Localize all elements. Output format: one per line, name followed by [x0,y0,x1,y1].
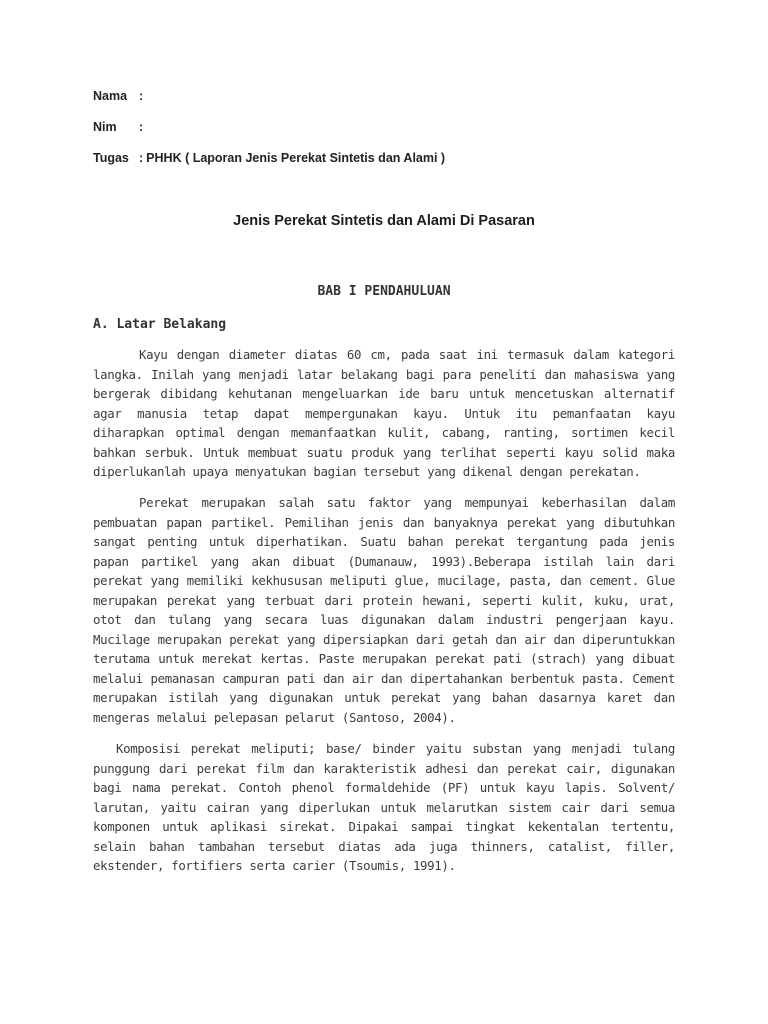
section-heading: A. Latar Belakang [93,317,227,332]
tugas-separator: : [139,151,144,165]
tugas-label: Tugas [93,151,129,165]
document-title: Jenis Perekat Sintetis dan Alami Di Pasaran [233,213,535,229]
nim-label: Nim [93,120,117,134]
chapter-heading: BAB I PENDAHULUAN [317,284,451,299]
nama-separator: : [139,89,144,103]
paragraph-1: Kayu dengan diameter diatas 60 cm, pada saat ini termasuk dalam kategori langka. Inilah yang menjadi latar belakang bagi para peneliti dan mahasiswa yang bergerak dibidang kehutanan mengeluarkan ide baru untuk mencetuskan alternatif agar manusia tetap dapat mempergunakan kayu. Untuk itu pemanfaatan kayu diharapkan optimal dengan memanfaatkan kulit, cabang, ranting, sortimen kecil bahkan serbuk. Untuk membuat suatu produk yang terlihat seperti kayu solid maka diperlukanlah upaya menyatukan bagian tersebut yang dikenal dengan perekatan. [93,347,675,479]
tugas-value: PHHK ( Laporan Jenis Perekat Sintetis dan Alami ) [146,151,446,165]
paragraph-2: Perekat merupakan salah satu faktor yang mempunyai keberhasilan dalam pembuatan papan partikel. Pemilihan jenis dan banyaknya perekat yang dibutuhkan sangat penting untuk diperhatikan. Suatu bahan perekat tergantung pada jenis papan partikel yang akan dibuat (Dumanauw, 1993).Beberapa istilah lain dari perekat yang memiliki kekhususan meliputi glue, mucilage, pasta, dan cement. Glue merupakan perekat yang terbuat dari protein hewani, seperti kulit, kuku, urat, otot dan tulang yang secara luas digunakan dalam industri pengerjaan kayu. Mucilage merupakan perekat yang dipersiapkan dari getah dan air dan diperuntukkan terutama untuk merekat kertas. Paste merupakan perekat pati (strach) yang dibuat melalui pemanasan campuran pati dan air dan dipertahankan berbentuk pasta. Cement merupakan istilah yang digunakan untuk perekat yang bahan dasarnya karet dan mengeras melalui pelepasan pelarut (Santoso, 2004). [93,495,675,725]
nim-separator: : [139,120,144,134]
paragraph-3: Komposisi perekat meliputi; base/ binder yaitu substan yang menjadi tulang punggung dari perekat film dan karakteristik adhesi dan perekat cair, digunakan bagi nama perekat. Contoh phenol formaldehide (PF) untuk kayu lapis. Solvent/ larutan, yaitu cairan yang diperlukan untuk melarutkan sistem cair dari semua komponen untuk aplikasi sirekat. Dipakai sampai tingkat kekentalan tertentu, selain bahan tambahan tersebut diatas ada juga thinners, catalist, filler, ekstender, fortifiers serta carier (Tsoumis, 1991). [93,741,675,873]
nama-row [93,89,146,103]
tugas-row [93,151,445,165]
nim-row [93,120,146,134]
nama-label: Nama [93,89,128,103]
